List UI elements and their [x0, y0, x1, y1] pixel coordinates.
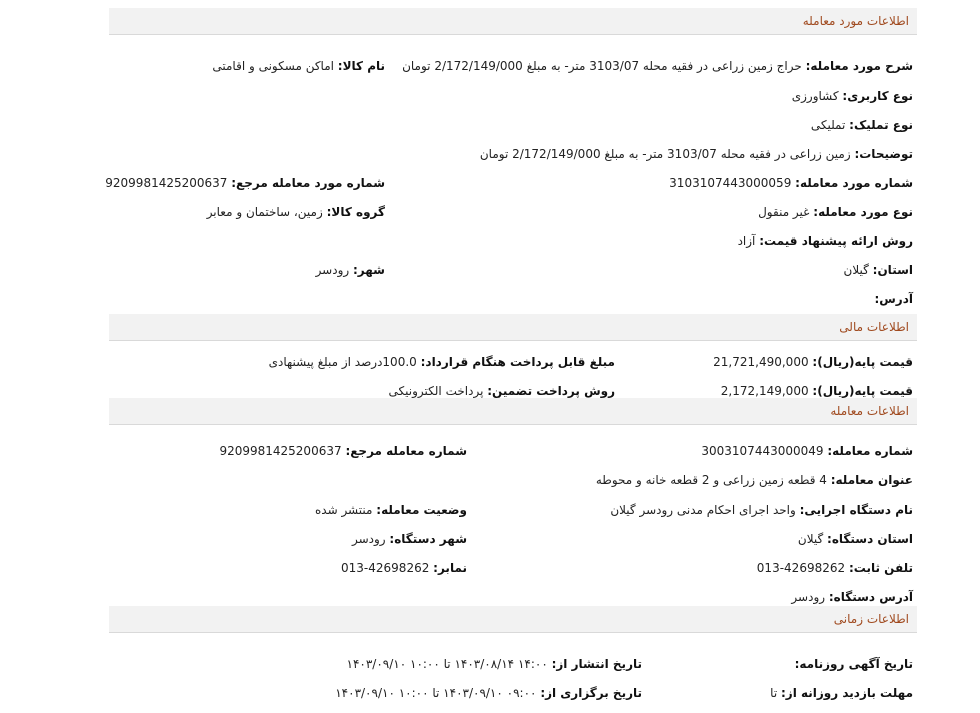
deal-details-panel	[105, 8, 917, 713]
field-label: قیمت پایه(ریال):	[812, 384, 913, 398]
field-value: تملیکی	[810, 118, 846, 132]
deal-type-row	[758, 204, 913, 220]
field-label: آدرس دستگاه:	[828, 590, 913, 604]
usage-row	[792, 88, 913, 104]
transaction-title-row	[596, 472, 913, 488]
transaction-status-row	[315, 502, 467, 518]
org-city-row	[352, 531, 467, 547]
transaction-ref-row	[219, 443, 467, 459]
guarantee-method-row	[389, 383, 615, 399]
field-label: شهر:	[353, 263, 385, 277]
field-label: مبلغ قابل پرداخت هنگام قرارداد:	[420, 355, 615, 369]
section-title: اطلاعات مالی	[839, 320, 909, 334]
transaction-number-row	[701, 443, 913, 459]
field-value: 21,721,490,000	[713, 355, 809, 369]
base-price-row	[713, 354, 913, 370]
field-label: شماره مورد معامله:	[795, 176, 913, 190]
fax-row	[341, 560, 467, 576]
field-value: زمین زراعی در فقیه محله 3103/07 متر- به مبلغ 2/172/149/000 تومان	[479, 147, 851, 161]
field-label: وضعیت معامله:	[376, 503, 467, 517]
section-header-timing	[109, 606, 917, 633]
field-value: منتشر شده	[314, 503, 373, 517]
field-label: روش پرداخت تضمین:	[487, 384, 615, 398]
payable-amount-row	[269, 354, 615, 370]
field-value: 2,172,149,000	[720, 384, 809, 398]
field-label: قیمت پایه(ریال):	[812, 355, 913, 369]
field-label: نوع تملیک:	[849, 118, 913, 132]
field-label: توضیحات:	[854, 147, 913, 161]
field-label: استان:	[872, 263, 913, 277]
section-title: اطلاعات مورد معامله	[802, 14, 909, 28]
daily-visit-row	[770, 685, 913, 701]
publish-date-row	[347, 656, 642, 672]
field-value: غیر منقول	[758, 205, 810, 219]
field-value: 42698262-013	[341, 561, 430, 575]
deal-number-row	[669, 175, 913, 191]
field-label: نام دستگاه اجرایی:	[799, 503, 913, 517]
city-row	[316, 262, 385, 278]
field-value: 42698262-013	[756, 561, 846, 575]
field-value: 4 قطعه زمین زراعی و 2 قطعه خانه و محوطه	[595, 473, 827, 487]
org-address-row	[791, 589, 913, 605]
field-value: زمین، ساختمان و معابر	[206, 205, 323, 219]
field-label: تلفن ثابت:	[848, 561, 913, 575]
field-label: تاریخ برگزاری از:	[540, 686, 642, 700]
field-value: تا	[770, 686, 778, 700]
field-label: نوع کاربری:	[842, 89, 913, 103]
section-title: اطلاعات زمانی	[833, 612, 909, 626]
field-value: ۱۴:۰۰ ۱۴۰۳/۰۸/۱۴ تا ۱۰:۰۰ ۱۴۰۳/۰۹/۱۰	[346, 657, 548, 671]
deal-description-row	[402, 58, 913, 74]
field-label: شماره معامله مرجع:	[345, 444, 467, 458]
field-value: کشاورزی	[791, 89, 839, 103]
section-title: اطلاعات معامله	[830, 404, 909, 418]
item-name-row	[212, 58, 385, 74]
phone-row	[757, 560, 913, 576]
field-label: تاریخ انتشار از:	[551, 657, 642, 671]
field-label: مهلت بازدید روزانه از:	[781, 686, 913, 700]
field-value: گیلان	[843, 263, 869, 277]
executive-org-row	[610, 502, 913, 518]
section-header-transaction	[109, 398, 917, 425]
newspaper-date-row	[795, 656, 913, 672]
field-value: پرداخت الکترونیکی	[388, 384, 484, 398]
field-value: گیلان	[797, 532, 824, 546]
hold-date-row	[335, 685, 642, 701]
field-label: روش ارائه پیشنهاد قیمت:	[759, 234, 913, 248]
field-value: 3103107443000059	[669, 176, 792, 190]
field-label: گروه کالا:	[326, 205, 385, 219]
field-value: واحد اجرای احکام مدنی رودسر گیلان	[610, 503, 796, 517]
province-row	[844, 262, 914, 278]
field-value: 100.0درصد از مبلغ پیشنهادی	[268, 355, 417, 369]
field-label: نام کالا:	[337, 59, 385, 73]
field-label: شماره معامله:	[827, 444, 913, 458]
field-label: تاریخ آگهی روزنامه:	[794, 657, 913, 671]
field-label: آدرس:	[874, 292, 913, 306]
section-header-deal	[109, 8, 917, 35]
field-label: شهر دستگاه:	[389, 532, 467, 546]
field-label: نمابر:	[433, 561, 467, 575]
field-value: رودسر	[315, 263, 350, 277]
field-value: رودسر	[351, 532, 386, 546]
field-label: نوع مورد معامله:	[813, 205, 913, 219]
base-price-row-2	[721, 383, 913, 399]
notes-row	[480, 146, 913, 162]
price-method-row	[738, 233, 913, 249]
ref-deal-number-row	[105, 175, 385, 191]
org-province-row	[798, 531, 913, 547]
field-value: 9209981425200637	[105, 176, 228, 190]
field-value: حراج زمین زراعی در فقیه محله 3103/07 متر- به مبلغ 2/172/149/000 تومان	[402, 59, 802, 73]
field-label: عنوان معامله:	[830, 473, 913, 487]
field-value: 9209981425200637	[219, 444, 342, 458]
field-label: شماره مورد معامله مرجع:	[231, 176, 385, 190]
field-value: ۰۹:۰۰ ۱۴۰۳/۰۹/۱۰ تا ۱۰:۰۰ ۱۴۰۳/۰۹/۱۰	[335, 686, 537, 700]
ownership-row	[811, 117, 913, 133]
address-row	[874, 291, 913, 307]
field-label: شرح مورد معامله:	[805, 59, 913, 73]
field-label: استان دستگاه:	[827, 532, 913, 546]
field-value: آزاد	[737, 234, 756, 248]
goods-group-row	[207, 204, 385, 220]
field-value: رودسر	[791, 590, 826, 604]
field-value: اماکن مسکونی و اقامتی	[212, 59, 334, 73]
field-value: 3003107443000049	[701, 444, 824, 458]
section-header-financial	[109, 314, 917, 341]
